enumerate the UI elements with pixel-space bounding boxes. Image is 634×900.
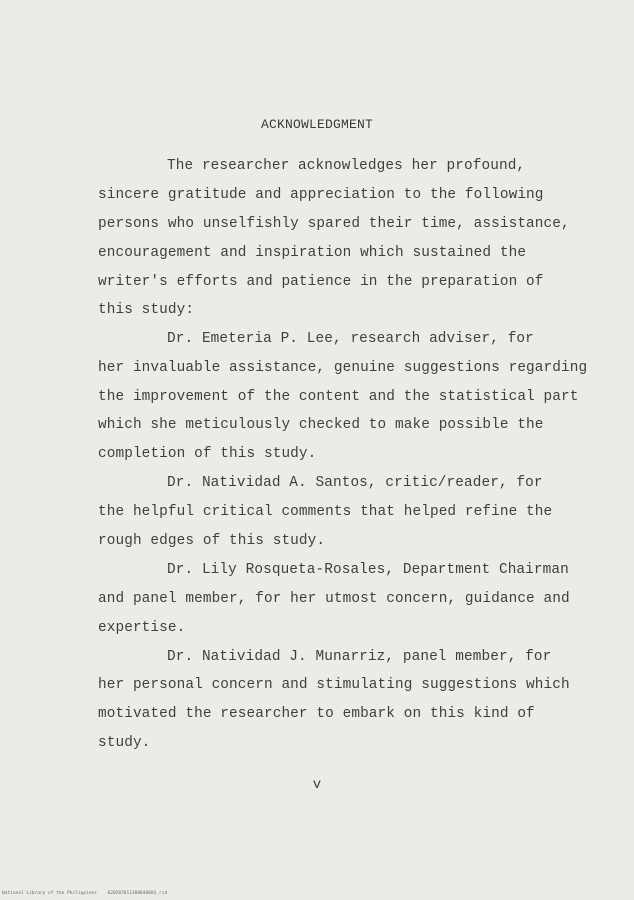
text-line: Dr. Natividad J. Munarriz, panel member, for xyxy=(167,649,552,665)
footer-library: National Library of the Philippines xyxy=(2,891,97,896)
text-line: Dr. Natividad A. Santos, critic/reader, for xyxy=(167,475,543,491)
text-line: encouragement and inspiration which sustained the xyxy=(98,245,527,261)
text-line: her invaluable assistance, genuine suggestions regarding xyxy=(98,360,588,376)
text-line: and panel member, for her utmost concern, guidance and xyxy=(98,591,570,607)
text-line: Dr. Lily Rosqueta-Rosales, Department Chairman xyxy=(167,562,569,578)
text-line: persons who unselfishly spared their time, assistance, xyxy=(98,216,570,232)
text-line: this study: xyxy=(98,302,195,318)
text-line: sincere gratitude and appreciation to the following xyxy=(98,187,544,203)
text-line: expertise. xyxy=(98,620,186,636)
text-line: The researcher acknowledges her profound, xyxy=(167,158,526,174)
text-line: the helpful critical comments that helped refine the xyxy=(98,504,553,520)
text-line: completion of this study. xyxy=(98,446,317,462)
page-number: v xyxy=(312,777,322,793)
text-line: study. xyxy=(98,735,151,751)
page-title: ACKNOWLEDGMENT xyxy=(260,117,374,132)
footer-stamp xyxy=(2,891,167,896)
text-line: her personal concern and stimulating suggestions which xyxy=(98,677,570,693)
text-line: motivated the researcher to embark on this kind of xyxy=(98,706,535,722)
text-line: the improvement of the content and the statistical part xyxy=(98,389,579,405)
footer-code: 02020781130004000S_rid xyxy=(107,891,168,896)
text-line: rough edges of this study. xyxy=(98,533,326,549)
text-line: writer's efforts and patience in the preparation of xyxy=(98,274,544,290)
text-line: which she meticulously checked to make possible the xyxy=(98,417,544,433)
text-line: Dr. Emeteria P. Lee, research adviser, for xyxy=(167,331,534,347)
